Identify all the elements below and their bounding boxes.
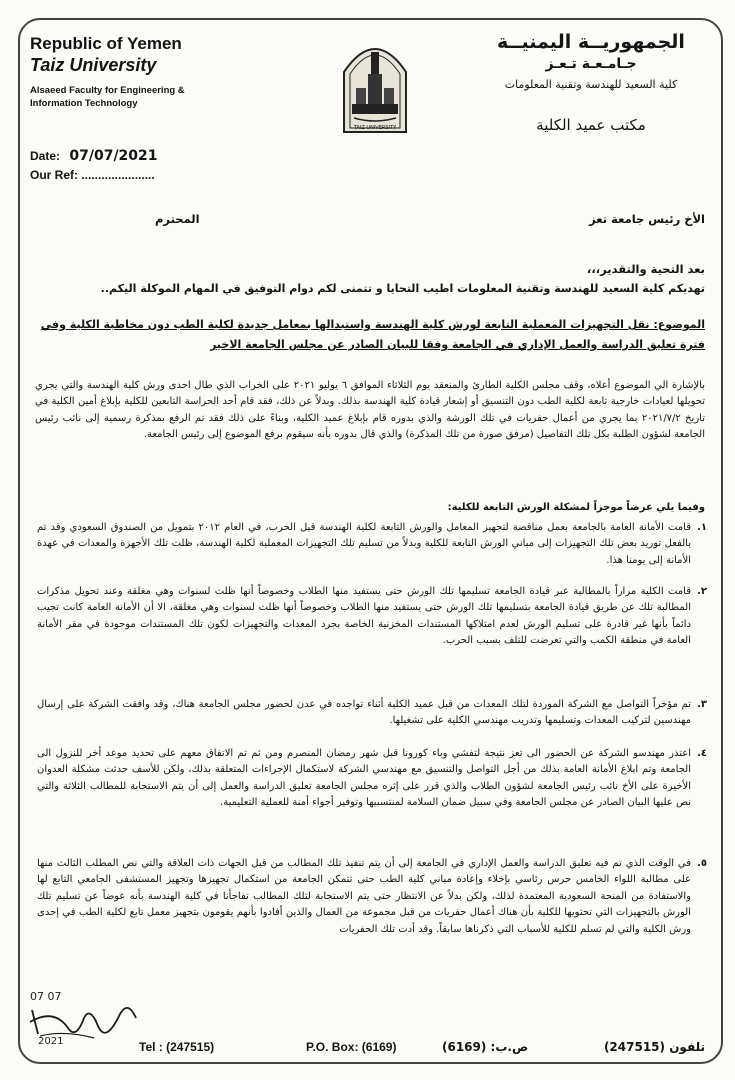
footer-po-box-english: P.O. Box: (6169)	[306, 1040, 397, 1054]
summary-intro: وفيما يلي عرضاً موجزاً لمشكلة الورش التابعة للكلية:	[447, 502, 705, 513]
arabic-university-name: جـامـعـة تـعـز	[545, 56, 637, 72]
greeting-body: تهديكم كلية السعيد للهندسة وتقنية المعلومات اطيب التحايا و تتمنى لكم دوام التوفيق في المهام الموكلة اليكم..	[100, 282, 705, 295]
logo-caption: TAIZ UNIVERSITY	[353, 125, 397, 131]
footer-telephone-english: Tel : (247515)	[139, 1040, 215, 1054]
arabic-republic-name: الجمهوريــة اليمنيــة	[497, 31, 685, 53]
list-item	[37, 584, 705, 650]
ref-row	[30, 168, 155, 182]
date-label: Date:	[30, 149, 61, 163]
footer-po-box-arabic: ص.ب: (6169)	[442, 1040, 529, 1054]
list-item-number: ٣.	[697, 699, 707, 710]
list-item-text: تم مؤخراً التواصل مع الشركة الموردة لتلك المعدات من قبل عميد الكلية أثناء تواجده في عدن لحضور مجلس الجامعة هناك، وقد وافقت الشركة على إرسال مهندسين لتركيب المعدات وتسليمها وتدريب مهندسي الكلية على تشغيلها.	[37, 699, 691, 727]
list-item	[37, 746, 705, 812]
list-item	[37, 697, 705, 730]
arabic-header	[471, 30, 711, 136]
english-faculty-name	[30, 84, 245, 110]
signature-date: 07 07	[30, 990, 62, 1003]
recipient-honorific: المحترم	[155, 212, 200, 226]
recipient-line	[35, 212, 705, 226]
list-item	[37, 856, 705, 938]
contact-footer	[24, 1040, 711, 1060]
list-item	[37, 520, 705, 569]
list-item-number: ١.	[697, 522, 707, 533]
list-item-text: اعتذر مهندسو الشركة عن الحضور الى تعز نتيجة لتفشي وباء كورونا قبل شهر رمضان المنصرم ومن ثم تم الاتفاق معهم على تحديد موعد أخر للنزول الى الجامعة وتم ابلاغ الأمانة العامة بذلك من أجل التواصل والتنسيق مع مهندسي الشركة لاستكمال الإجراءات المتعلقة بذلك، ولكن للأسف حدثت مشكلة العدوان الأخيرة على الأخ نائب رئيس الجامعة لشؤون الطلاب والذي قرر على إثره مجلس الجامعة تعليق الدراسة والعمل إلى أن يتم الاستجابة للمطالب الثلاثة والتي نص عليها البيان الصادر عن مجلس الجامعة وفي سبيل ضمان السلامة لمنتسبيها وتوفير أجواء أمنة للعملية التعليمية.	[37, 748, 691, 809]
university-logo	[340, 32, 410, 140]
ref-label: Our Ref:	[30, 168, 78, 182]
ref-value: ......................	[81, 168, 155, 182]
english-university-name: Taiz University	[30, 55, 157, 75]
date-value: 07/07/2021	[69, 148, 158, 164]
list-item-number: ٥.	[697, 858, 707, 869]
arabic-faculty-name: كلية السعيد للهندسة وتقنية المعلومات	[504, 78, 678, 91]
list-item-number: ٢.	[697, 586, 707, 597]
english-faculty-line2: Information Technology	[30, 98, 138, 109]
list-item-text: قامت الكلية مراراً بالمطالبة عبر قيادة الجامعة تسليمها تلك الورش حتى يستفيد منها الطلاب وخصوصاً أنها ظلت لسنوات وهي مغلقة وعند تحويل مذكرات المطالبة تلك عن طريق قيادة الجامعة بتسليمها تلك الورش حتى يستفيد منها الطلاب وخصوصاً أنها ظلت لسنوات وهي مغلقة، الا أن الأمانة العامة كانت تجيب دائماً بأنها غير قادرة على تسليم الورش لعدم امتلاكها المستندات المخزنية الخاصة بجرد المعدات والتجهيزات لكون تلك المستندات موجودة في مقر الأمانة العامة في منطقة الكمب والتي تعرضت للتلف بسبب الحرب.	[37, 586, 691, 647]
greeting: بعد التحية والتقدير،،،	[587, 262, 705, 276]
opening-paragraph: بالإشارة الي الموضوع أعلاه، وقف مجلس الكلية الطارئ والمنعقد يوم الثلاثاء الموافق ٦ يوليو ٢٠٢١ على الخراب الذي طال احدى ورش كلية الهندسة والتي يجري تحويلها لعيادات خارجية تابعة لكلية الطب دون التنسيق أو إشعار قيادة كلية الهندسة بذلك. وبدلاً عن ذلك، فقد قام أحد الحراسة التابعين للكلية بإبلاغ أمين الكلية في تاريخ ٢٠٢١/٧/٢ بما يجري من أعمال حفريات في تلك الورشة والذي بدوره قام بإبلاغ عميد الكلية، وبناءً على ذلك فقد تم الرفع بمذكرة رسمية إلى نائب رئيس الجامعة لشؤون الطلبة بكل تلك التفاصيل (مرفق صورة من تلك المذكرة) والذي قال بدوره بأنه سيقوم برفع الموضوع إلى رئيس الجامعة.	[35, 380, 706, 441]
english-republic-name: Republic of Yemen	[30, 34, 182, 53]
english-faculty-line1: Alsaeed Faculty for Engineering &	[30, 85, 185, 96]
english-header	[30, 34, 245, 110]
dean-office-title: مكتب عميد الكلية	[536, 116, 646, 134]
date-row	[30, 148, 158, 164]
list-item-text: في الوقت الذي تم فيه تعليق الدراسة والعمل الإداري في الجامعة إلى أن يتم تنفيذ تلك المطالب من قبل الجهات ذات العلاقة والتي نص المطلب الثالث منها على مطالبة اللواء الخامس حرس رئاسي بإخلاء وإعادة مباني كلية الطب حتى تتمكن الجامعة من استكمال تجهيزها وتجهيز المستشفى الجامعي التابع لها والاستفادة من المنحة السعودية المعتمدة لذلك، ولكن بدلاً عن الانتظار حتى يتم الاستجابة لتلك المطالب تفاجأنا في كلية الهندسة بأنه عوضاً عن تسليم تلك الورش بالتجهيزات التي تحتويها للكلية بأن هناك أعمال حفريات من قبل مجموعة من العمال والذين أفادوا بأنهم يقومون بتجهيز معمل تابع لكلية الطب في إحدى ورش الكلية والتي لم تسلم للكلية للأسباب التي ذكرناها سابقاً. وقد أدت تلك الحفريات	[37, 858, 691, 935]
signature-year: 2021	[38, 1036, 64, 1047]
subject-line: الموضوع: نقل التجهيزات المعملية التابعة لورش كلية الهندسة واستبدالها بمعامل جديدة لكلية الطب دون مخاطبة الكلية وفي فترة تعليق الدراسة والعمل الإداري في الجامعة وفقا للبيان الصادر عن مجلس الجامعة الاخير	[40, 318, 705, 351]
footer-telephone-arabic: تلفون (247515)	[603, 1040, 705, 1054]
list-item-number: ٤.	[697, 748, 707, 759]
recipient-name: الأخ رئيس جامعة تعز	[589, 212, 705, 226]
list-item-text: قامت الأمانة العامة بالجامعة بعمل مناقصة لتجهيز المعامل والورش التابعة لكلية الهندسة قبل الحرب، في العام ٢٠١٢ بتمويل من الصندوق السعودي وقد تم بالفعل توريد بعض تلك التجهيزات إلى مباني الورش التابعة للكلية وبدلاً من تسليم تلك التجهيزات المعملية لكلية الهندسة، ظلت تلك الأجهزة والمعدات في عهدة الأمانة إلى يومنا هذا.	[37, 522, 691, 566]
